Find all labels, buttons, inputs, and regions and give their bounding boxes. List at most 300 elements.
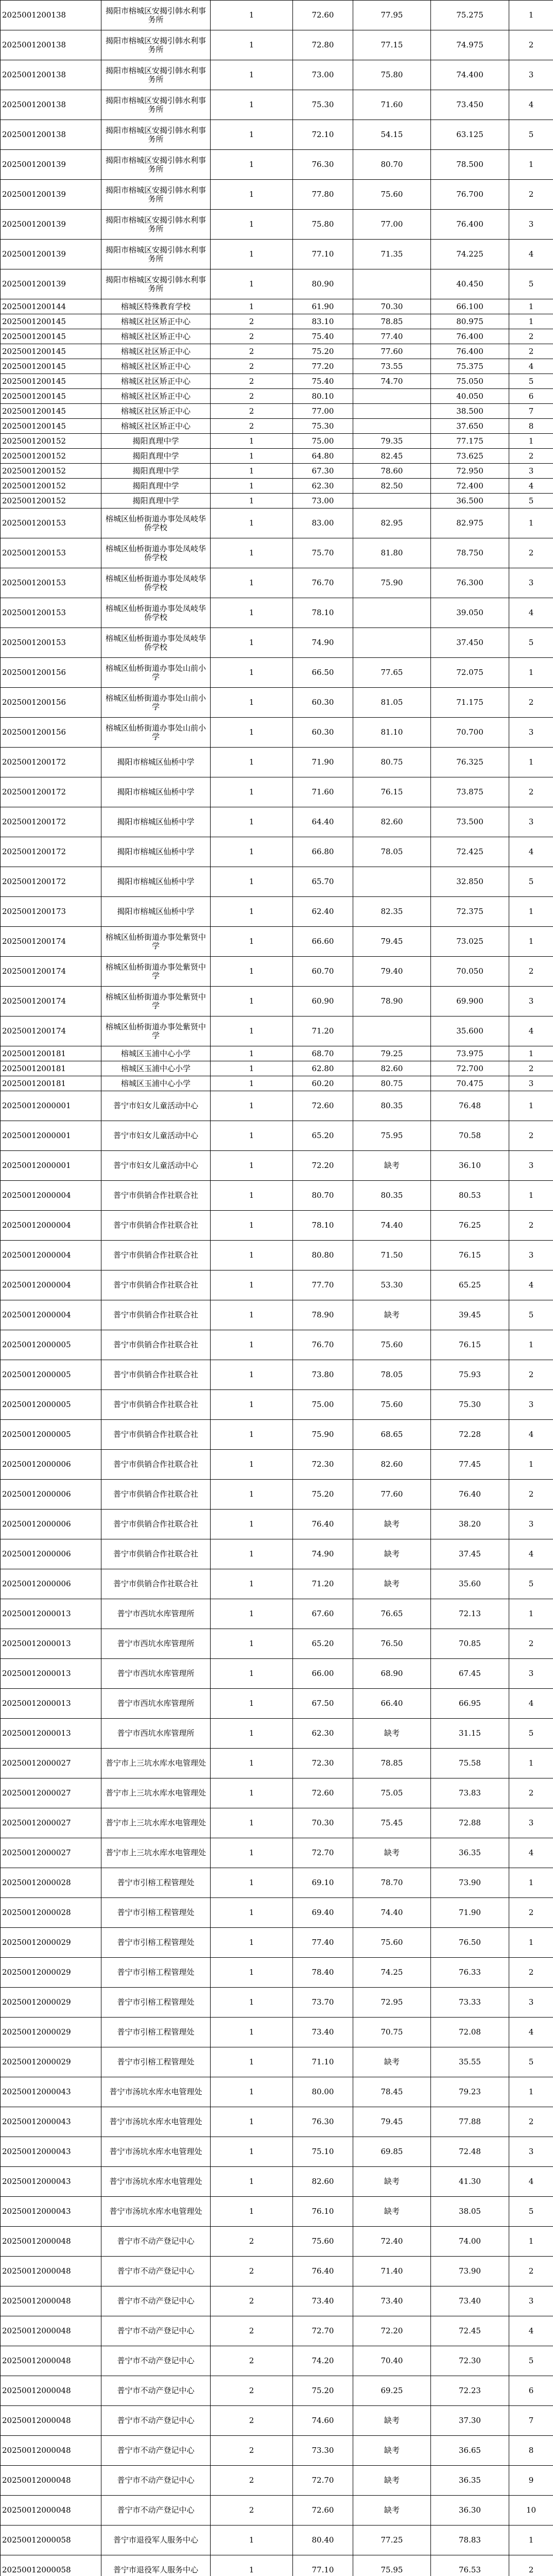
rank-cell: 2 xyxy=(509,538,553,568)
written-score-cell: 74.60 xyxy=(293,2406,353,2436)
written-score-cell: 78.10 xyxy=(293,598,353,628)
candidate-code-cell: 20250012000048 xyxy=(1,2436,101,2466)
rank-cell: 1 xyxy=(509,2077,553,2107)
total-score-cell: 75.30 xyxy=(431,1390,509,1420)
interview-score-cell: 缺考 xyxy=(353,2406,431,2436)
interview-score-cell: 68.65 xyxy=(353,1420,431,1450)
total-score-cell: 73.90 xyxy=(431,1868,509,1898)
interview-score-cell: 82.35 xyxy=(353,897,431,927)
interview-score-cell: 79.45 xyxy=(353,2107,431,2137)
interview-score-cell: 82.95 xyxy=(353,509,431,538)
written-score-cell: 72.30 xyxy=(293,1749,353,1778)
total-score-cell: 78.500 xyxy=(431,150,509,180)
candidate-code-cell: 20250012000027 xyxy=(1,1838,101,1868)
rank-cell: 5 xyxy=(509,1719,553,1749)
hiring-quota-cell: 1 xyxy=(211,2018,293,2047)
candidate-code-cell: 2025001200145 xyxy=(1,389,101,404)
employer-unit-cell: 榕城区社区矫正中心 xyxy=(101,389,211,404)
total-score-cell: 74.00 xyxy=(431,2227,509,2257)
interview-score-cell: 78.90 xyxy=(353,987,431,1016)
written-score-cell: 83.00 xyxy=(293,509,353,538)
interview-score-cell: 80.70 xyxy=(353,150,431,180)
written-score-cell: 83.10 xyxy=(293,314,353,329)
employer-unit-cell: 榕城区玉浦中心小学 xyxy=(101,1046,211,1061)
hiring-quota-cell: 2 xyxy=(211,2376,293,2406)
interview-score-cell: 80.35 xyxy=(353,1181,431,1211)
hiring-quota-cell: 1 xyxy=(211,807,293,837)
table-row xyxy=(1,1241,553,1270)
hiring-quota-cell: 1 xyxy=(211,150,293,180)
candidate-code-cell: 2025001200139 xyxy=(1,150,101,180)
written-score-cell: 75.20 xyxy=(293,1480,353,1510)
table-row xyxy=(1,2047,553,2077)
written-score-cell: 72.10 xyxy=(293,120,353,150)
employer-unit-cell: 榕城区仙桥街道办事处山前小学 xyxy=(101,658,211,688)
hiring-quota-cell: 1 xyxy=(211,1091,293,1121)
total-score-cell: 38.05 xyxy=(431,2197,509,2227)
total-score-cell: 73.83 xyxy=(431,1778,509,1808)
employer-unit-cell: 揭阳真理中学 xyxy=(101,449,211,464)
written-score-cell: 74.20 xyxy=(293,2346,353,2376)
table-row xyxy=(1,2555,553,2576)
written-score-cell: 71.60 xyxy=(293,777,353,807)
hiring-quota-cell: 1 xyxy=(211,2526,293,2555)
total-score-cell: 72.08 xyxy=(431,2018,509,2047)
total-score-cell: 75.375 xyxy=(431,359,509,374)
employer-unit-cell: 普宁市汤坑水库水电管理处 xyxy=(101,2197,211,2227)
candidate-code-cell: 2025001200153 xyxy=(1,538,101,568)
rank-cell: 1 xyxy=(509,897,553,927)
table-row xyxy=(1,90,553,120)
interview-score-cell: 68.90 xyxy=(353,1659,431,1689)
rank-cell: 4 xyxy=(509,2167,553,2197)
hiring-quota-cell: 1 xyxy=(211,927,293,957)
rank-cell: 2 xyxy=(509,329,553,344)
employer-unit-cell: 揭阳市榕城区仙桥中学 xyxy=(101,837,211,867)
total-score-cell: 72.400 xyxy=(431,479,509,494)
total-score-cell: 78.83 xyxy=(431,2526,509,2555)
written-score-cell: 75.80 xyxy=(293,210,353,240)
employer-unit-cell: 普宁市供销合作社联合社 xyxy=(101,1360,211,1390)
candidate-code-cell: 20250012000006 xyxy=(1,1510,101,1539)
candidate-code-cell: 20250012000027 xyxy=(1,1808,101,1838)
total-score-cell: 80.53 xyxy=(431,1181,509,1211)
interview-score-cell: 74.40 xyxy=(353,1211,431,1241)
rank-cell: 2 xyxy=(509,777,553,807)
interview-score-cell: 78.85 xyxy=(353,314,431,329)
employer-unit-cell: 榕城区社区矫正中心 xyxy=(101,419,211,434)
total-score-cell: 72.13 xyxy=(431,1599,509,1629)
rank-cell: 4 xyxy=(509,90,553,120)
written-score-cell: 73.30 xyxy=(293,2436,353,2466)
rank-cell: 2 xyxy=(509,1121,553,1151)
employer-unit-cell: 揭阳市榕城区仙桥中学 xyxy=(101,748,211,777)
table-row xyxy=(1,2107,553,2137)
written-score-cell: 62.30 xyxy=(293,1719,353,1749)
interview-score-cell: 78.05 xyxy=(353,1360,431,1390)
total-score-cell: 36.30 xyxy=(431,2496,509,2526)
rank-cell: 4 xyxy=(509,2316,553,2346)
total-score-cell: 73.500 xyxy=(431,807,509,837)
interview-score-cell: 54.15 xyxy=(353,120,431,150)
written-score-cell: 76.30 xyxy=(293,150,353,180)
candidate-code-cell: 2025001200145 xyxy=(1,419,101,434)
interview-score-cell: 77.00 xyxy=(353,210,431,240)
employer-unit-cell: 普宁市供销合作社联合社 xyxy=(101,1211,211,1241)
total-score-cell: 76.33 xyxy=(431,1958,509,1988)
candidate-code-cell: 2025001200181 xyxy=(1,1046,101,1061)
employer-unit-cell: 普宁市供销合作社联合社 xyxy=(101,1390,211,1420)
candidate-code-cell: 20250012000004 xyxy=(1,1181,101,1211)
written-score-cell: 75.70 xyxy=(293,538,353,568)
hiring-quota-cell: 1 xyxy=(211,1450,293,1480)
written-score-cell: 64.40 xyxy=(293,807,353,837)
total-score-cell: 35.60 xyxy=(431,1569,509,1599)
written-score-cell: 60.20 xyxy=(293,1076,353,1091)
table-row xyxy=(1,2376,553,2406)
interview-score-cell: 缺考 xyxy=(353,2047,431,2077)
rank-cell: 3 xyxy=(509,568,553,598)
total-score-cell: 36.65 xyxy=(431,2436,509,2466)
employer-unit-cell: 榕城区社区矫正中心 xyxy=(101,344,211,359)
table-row xyxy=(1,210,553,240)
table-row xyxy=(1,419,553,434)
hiring-quota-cell: 1 xyxy=(211,1390,293,1420)
written-score-cell: 71.10 xyxy=(293,2047,353,2077)
table-row xyxy=(1,374,553,389)
table-row xyxy=(1,1838,553,1868)
candidate-code-cell: 2025001200153 xyxy=(1,598,101,628)
interview-score-cell xyxy=(353,389,431,404)
written-score-cell: 73.00 xyxy=(293,494,353,509)
written-score-cell: 69.40 xyxy=(293,1898,353,1928)
rank-cell: 6 xyxy=(509,2376,553,2406)
table-row xyxy=(1,180,553,210)
employer-unit-cell: 普宁市引榕工程管理处 xyxy=(101,2018,211,2047)
hiring-quota-cell: 1 xyxy=(211,1360,293,1390)
table-row xyxy=(1,299,553,314)
rank-cell: 1 xyxy=(509,1599,553,1629)
rank-cell: 2 xyxy=(509,1958,553,1988)
employer-unit-cell: 榕城区社区矫正中心 xyxy=(101,404,211,419)
rank-cell: 1 xyxy=(509,150,553,180)
rank-cell: 5 xyxy=(509,120,553,150)
employer-unit-cell: 榕城区仙桥街道办事处凤岐华侨学校 xyxy=(101,509,211,538)
interview-score-cell: 71.35 xyxy=(353,240,431,269)
rank-cell: 2 xyxy=(509,1061,553,1076)
rank-cell: 8 xyxy=(509,419,553,434)
written-score-cell: 66.60 xyxy=(293,927,353,957)
total-score-cell: 31.15 xyxy=(431,1719,509,1749)
candidate-code-cell: 2025001200181 xyxy=(1,1076,101,1091)
interview-score-cell: 76.50 xyxy=(353,1629,431,1659)
total-score-cell: 76.53 xyxy=(431,2555,509,2576)
interview-score-cell: 77.60 xyxy=(353,344,431,359)
total-score-cell: 80.975 xyxy=(431,314,509,329)
candidate-code-cell: 20250012000004 xyxy=(1,1211,101,1241)
interview-score-cell: 82.60 xyxy=(353,807,431,837)
candidate-code-cell: 2025001200156 xyxy=(1,688,101,718)
candidate-code-cell: 20250012000013 xyxy=(1,1689,101,1719)
written-score-cell: 71.20 xyxy=(293,1569,353,1599)
written-score-cell: 76.40 xyxy=(293,2257,353,2286)
written-score-cell: 76.70 xyxy=(293,1330,353,1360)
hiring-quota-cell: 1 xyxy=(211,60,293,90)
hiring-quota-cell: 1 xyxy=(211,987,293,1016)
hiring-quota-cell: 2 xyxy=(211,2257,293,2286)
candidate-code-cell: 20250012000005 xyxy=(1,1390,101,1420)
employer-unit-cell: 普宁市妇女儿童活动中心 xyxy=(101,1091,211,1121)
employer-unit-cell: 榕城区仙桥街道办事处山前小学 xyxy=(101,688,211,718)
rank-cell: 3 xyxy=(509,1151,553,1181)
employer-unit-cell: 普宁市不动产登记中心 xyxy=(101,2257,211,2286)
rank-cell: 1 xyxy=(509,2227,553,2257)
interview-score-cell: 75.95 xyxy=(353,1121,431,1151)
rank-cell: 3 xyxy=(509,1808,553,1838)
hiring-quota-cell: 1 xyxy=(211,2077,293,2107)
employer-unit-cell: 普宁市不动产登记中心 xyxy=(101,2376,211,2406)
employer-unit-cell: 揭阳市榕城区仙桥中学 xyxy=(101,777,211,807)
employer-unit-cell: 揭阳市榕城区安揭引韩水利事务所 xyxy=(101,210,211,240)
total-score-cell: 76.15 xyxy=(431,1241,509,1270)
hiring-quota-cell: 1 xyxy=(211,2197,293,2227)
employer-unit-cell: 揭阳市榕城区安揭引韩水利事务所 xyxy=(101,30,211,60)
candidate-code-cell: 20250012000029 xyxy=(1,2047,101,2077)
employer-unit-cell: 普宁市上三坑水库水电管理处 xyxy=(101,1749,211,1778)
table-row xyxy=(1,329,553,344)
interview-score-cell: 81.80 xyxy=(353,538,431,568)
interview-score-cell: 82.60 xyxy=(353,1450,431,1480)
hiring-quota-cell: 1 xyxy=(211,1121,293,1151)
written-score-cell: 67.50 xyxy=(293,1689,353,1719)
rank-cell: 1 xyxy=(509,2526,553,2555)
interview-score-cell: 缺考 xyxy=(353,2197,431,2227)
candidate-code-cell: 2025001200144 xyxy=(1,299,101,314)
interview-score-cell: 69.85 xyxy=(353,2137,431,2167)
employer-unit-cell: 普宁市供销合作社联合社 xyxy=(101,1480,211,1510)
written-score-cell: 77.40 xyxy=(293,1928,353,1958)
table-row xyxy=(1,598,553,628)
written-score-cell: 71.20 xyxy=(293,1016,353,1046)
table-row xyxy=(1,2406,553,2436)
employer-unit-cell: 榕城区仙桥街道办事处紫贤中学 xyxy=(101,987,211,1016)
hiring-quota-cell: 2 xyxy=(211,329,293,344)
written-score-cell: 77.00 xyxy=(293,404,353,419)
employer-unit-cell: 普宁市不动产登记中心 xyxy=(101,2346,211,2376)
candidate-code-cell: 2025001200145 xyxy=(1,329,101,344)
candidate-code-cell: 20250012000028 xyxy=(1,1898,101,1928)
total-score-cell: 71.175 xyxy=(431,688,509,718)
employer-unit-cell: 榕城区玉浦中心小学 xyxy=(101,1061,211,1076)
hiring-quota-cell: 1 xyxy=(211,1241,293,1270)
interview-score-cell: 78.05 xyxy=(353,837,431,867)
candidate-code-cell: 20250012000013 xyxy=(1,1599,101,1629)
written-score-cell: 80.00 xyxy=(293,2077,353,2107)
candidate-code-cell: 20250012000048 xyxy=(1,2346,101,2376)
written-score-cell: 66.00 xyxy=(293,1659,353,1689)
table-row xyxy=(1,1659,553,1689)
written-score-cell: 74.90 xyxy=(293,628,353,658)
interview-score-cell: 77.95 xyxy=(353,1,431,30)
candidate-code-cell: 2025001200172 xyxy=(1,748,101,777)
employer-unit-cell: 榕城区仙桥街道办事处凤岐华侨学校 xyxy=(101,568,211,598)
table-row xyxy=(1,1868,553,1898)
table-row xyxy=(1,1988,553,2018)
hiring-quota-cell: 1 xyxy=(211,1330,293,1360)
table-row xyxy=(1,1016,553,1046)
table-row xyxy=(1,957,553,987)
interview-score-cell: 70.40 xyxy=(353,2346,431,2376)
table-row xyxy=(1,867,553,897)
total-score-cell: 76.300 xyxy=(431,568,509,598)
interview-score-cell: 77.15 xyxy=(353,30,431,60)
written-score-cell: 67.60 xyxy=(293,1599,353,1629)
written-score-cell: 75.00 xyxy=(293,434,353,449)
interview-score-cell: 73.55 xyxy=(353,359,431,374)
rank-cell: 4 xyxy=(509,1016,553,1046)
employer-unit-cell: 普宁市供销合作社联合社 xyxy=(101,1241,211,1270)
candidate-code-cell: 20250012000001 xyxy=(1,1151,101,1181)
total-score-cell: 75.275 xyxy=(431,1,509,30)
rank-cell: 2 xyxy=(509,1898,553,1928)
hiring-quota-cell: 1 xyxy=(211,240,293,269)
rank-cell: 2 xyxy=(509,1360,553,1390)
employer-unit-cell: 普宁市汤坑水库水电管理处 xyxy=(101,2077,211,2107)
written-score-cell: 68.70 xyxy=(293,1046,353,1061)
employer-unit-cell: 榕城区仙桥街道办事处凤岐华侨学校 xyxy=(101,538,211,568)
interview-score-cell: 74.70 xyxy=(353,374,431,389)
table-row xyxy=(1,1181,553,1211)
candidate-code-cell: 20250012000029 xyxy=(1,1988,101,2018)
table-row xyxy=(1,1211,553,1241)
rank-cell: 4 xyxy=(509,1270,553,1300)
hiring-quota-cell: 1 xyxy=(211,1016,293,1046)
interview-score-cell: 75.05 xyxy=(353,1778,431,1808)
written-score-cell: 72.80 xyxy=(293,30,353,60)
total-score-cell: 73.025 xyxy=(431,927,509,957)
hiring-quota-cell: 2 xyxy=(211,2406,293,2436)
written-score-cell: 60.30 xyxy=(293,688,353,718)
total-score-cell: 40.050 xyxy=(431,389,509,404)
employer-unit-cell: 揭阳市榕城区仙桥中学 xyxy=(101,897,211,927)
employer-unit-cell: 榕城区仙桥街道办事处紫贤中学 xyxy=(101,957,211,987)
interview-score-cell: 76.65 xyxy=(353,1599,431,1629)
written-score-cell: 77.10 xyxy=(293,240,353,269)
rank-cell: 1 xyxy=(509,1091,553,1121)
rank-cell: 1 xyxy=(509,509,553,538)
table-row xyxy=(1,807,553,837)
candidate-code-cell: 20250012000013 xyxy=(1,1659,101,1689)
hiring-quota-cell: 1 xyxy=(211,957,293,987)
interview-score-cell: 53.30 xyxy=(353,1270,431,1300)
total-score-cell: 72.28 xyxy=(431,1420,509,1450)
rank-cell: 1 xyxy=(509,748,553,777)
table-row xyxy=(1,1719,553,1749)
rank-cell: 4 xyxy=(509,2018,553,2047)
hiring-quota-cell: 1 xyxy=(211,1928,293,1958)
employer-unit-cell: 揭阳市榕城区安揭引韩水利事务所 xyxy=(101,60,211,90)
rank-cell: 1 xyxy=(509,1749,553,1778)
total-score-cell: 36.35 xyxy=(431,2466,509,2496)
rank-cell: 1 xyxy=(509,1181,553,1211)
hiring-quota-cell: 1 xyxy=(211,1659,293,1689)
table-row xyxy=(1,2436,553,2466)
employer-unit-cell: 普宁市退役军人服务中心 xyxy=(101,2555,211,2576)
written-score-cell: 62.80 xyxy=(293,1061,353,1076)
candidate-code-cell: 20250012000004 xyxy=(1,1300,101,1330)
hiring-quota-cell: 1 xyxy=(211,1,293,30)
employer-unit-cell: 普宁市西坑水库管理所 xyxy=(101,1599,211,1629)
candidate-code-cell: 20250012000048 xyxy=(1,2466,101,2496)
candidate-code-cell: 2025001200174 xyxy=(1,1016,101,1046)
written-score-cell: 80.70 xyxy=(293,1181,353,1211)
rank-cell: 5 xyxy=(509,269,553,299)
employer-unit-cell: 普宁市西坑水库管理所 xyxy=(101,1719,211,1749)
hiring-quota-cell: 1 xyxy=(211,299,293,314)
employer-unit-cell: 普宁市供销合作社联合社 xyxy=(101,1300,211,1330)
interview-score-cell: 72.95 xyxy=(353,1988,431,2018)
hiring-quota-cell: 1 xyxy=(211,464,293,479)
rank-cell: 2 xyxy=(509,1211,553,1241)
table-row xyxy=(1,2526,553,2555)
candidate-code-cell: 20250012000029 xyxy=(1,1928,101,1958)
table-row xyxy=(1,2316,553,2346)
employer-unit-cell: 普宁市西坑水库管理所 xyxy=(101,1629,211,1659)
hiring-quota-cell: 1 xyxy=(211,777,293,807)
interview-score-cell: 77.40 xyxy=(353,329,431,344)
interview-score-cell: 76.15 xyxy=(353,777,431,807)
table-row xyxy=(1,314,553,329)
written-score-cell: 77.10 xyxy=(293,2555,353,2576)
total-score-cell: 75.58 xyxy=(431,1749,509,1778)
total-score-cell: 75.050 xyxy=(431,374,509,389)
candidate-code-cell: 20250012000058 xyxy=(1,2555,101,2576)
candidate-code-cell: 2025001200172 xyxy=(1,867,101,897)
rank-cell: 3 xyxy=(509,60,553,90)
interview-score-cell: 78.85 xyxy=(353,1749,431,1778)
total-score-cell: 76.400 xyxy=(431,210,509,240)
candidate-code-cell: 2025001200156 xyxy=(1,718,101,748)
rank-cell: 3 xyxy=(509,1076,553,1091)
table-row xyxy=(1,2257,553,2286)
hiring-quota-cell: 1 xyxy=(211,90,293,120)
table-row xyxy=(1,1121,553,1151)
rank-cell: 5 xyxy=(509,494,553,509)
employer-unit-cell: 榕城区社区矫正中心 xyxy=(101,314,211,329)
employer-unit-cell: 揭阳市榕城区安揭引韩水利事务所 xyxy=(101,240,211,269)
interview-score-cell: 75.80 xyxy=(353,60,431,90)
rank-cell: 2 xyxy=(509,2555,553,2576)
interview-score-cell: 缺考 xyxy=(353,2466,431,2496)
total-score-cell: 69.900 xyxy=(431,987,509,1016)
interview-score-cell: 72.40 xyxy=(353,2227,431,2257)
rank-cell: 5 xyxy=(509,1300,553,1330)
interview-score-cell: 75.95 xyxy=(353,2555,431,2576)
candidate-code-cell: 20250012000006 xyxy=(1,1569,101,1599)
table-row xyxy=(1,1390,553,1420)
table-row xyxy=(1,2466,553,2496)
total-score-cell: 72.425 xyxy=(431,837,509,867)
hiring-quota-cell: 1 xyxy=(211,1420,293,1450)
total-score-cell: 78.750 xyxy=(431,538,509,568)
hiring-quota-cell: 1 xyxy=(211,1510,293,1539)
interview-score-cell: 缺考 xyxy=(353,2436,431,2466)
written-score-cell: 62.30 xyxy=(293,479,353,494)
hiring-quota-cell: 1 xyxy=(211,658,293,688)
total-score-cell: 39.45 xyxy=(431,1300,509,1330)
total-score-cell: 63.125 xyxy=(431,120,509,150)
candidate-code-cell: 2025001200145 xyxy=(1,359,101,374)
